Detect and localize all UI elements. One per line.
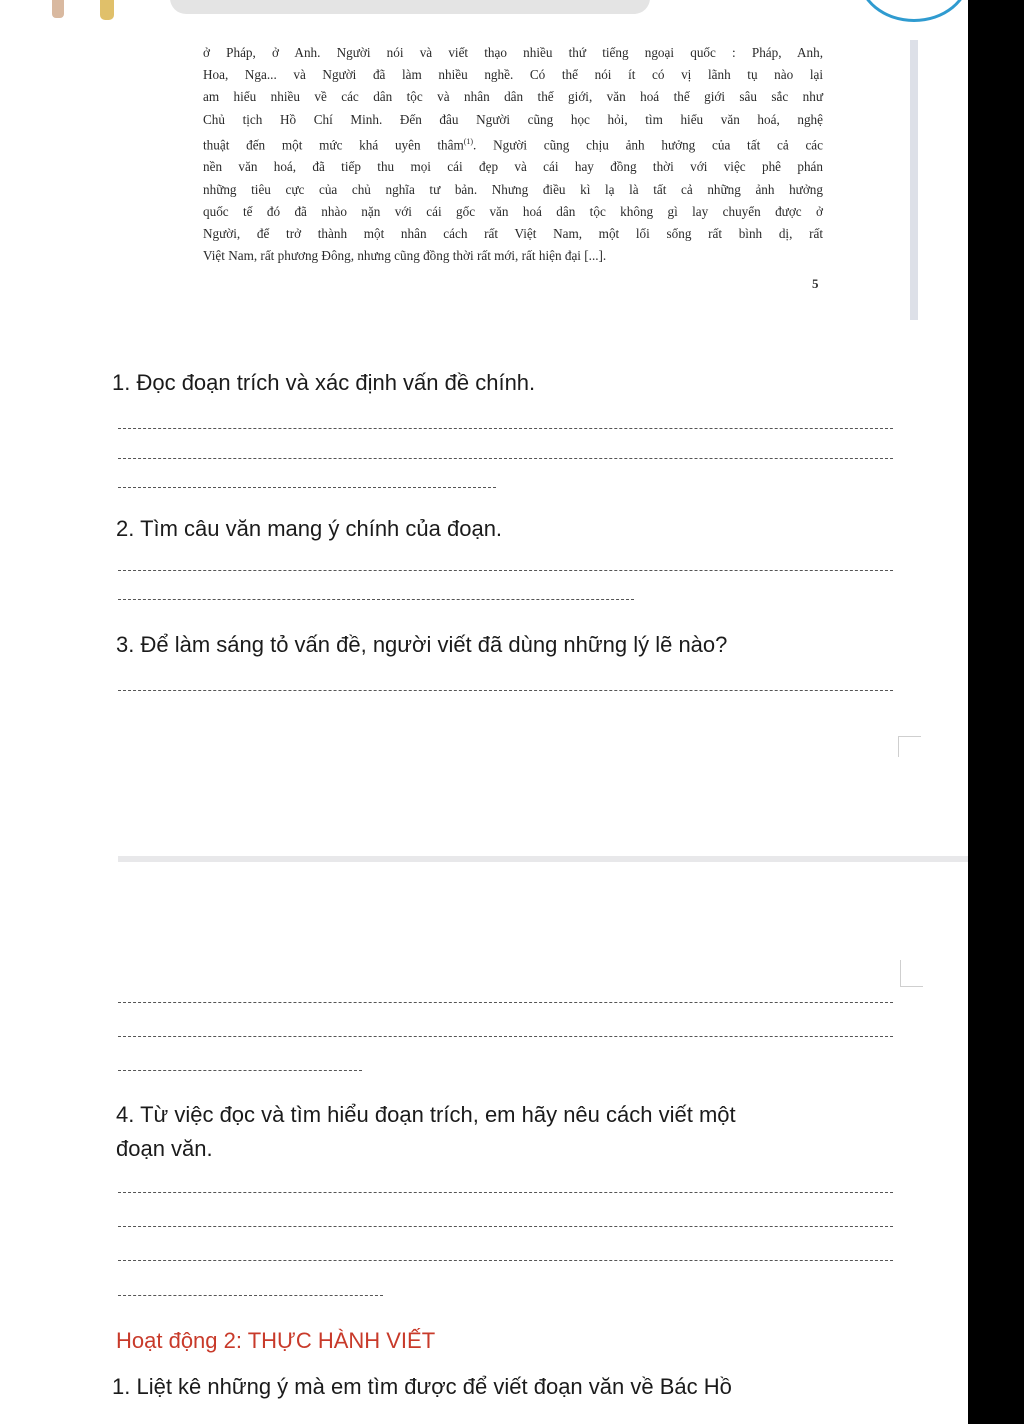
excerpt-line: Việt Nam, rất phương Đông, nhưng cũng đồng thời rất mới, rất hiện đại [...]. <box>203 248 607 264</box>
question-1: 1. Đọc đoạn trích và xác định vấn đề chính. <box>112 370 536 395</box>
excerpt-line: am hiểu nhiều về các dân tộc và nhân dân thế giới, văn hoá thế giới sâu sắc như <box>203 89 823 105</box>
excerpt-line: Hoa, Nga... và Người đã làm nhiều nghề. Có thể nói ít có vị lãnh tụ nào lại <box>203 67 823 83</box>
answer-line <box>118 570 893 571</box>
answer-line <box>118 1070 362 1071</box>
question-2: 2. Tìm câu văn mang ý chính của đoạn. <box>116 516 503 541</box>
question-4-line-2: đoạn văn. <box>116 1136 213 1161</box>
answer-line <box>118 458 893 459</box>
figure-left-icon <box>52 0 64 18</box>
page-number: 5 <box>812 276 819 291</box>
book-excerpt <box>203 42 823 267</box>
answer-line <box>118 1192 893 1193</box>
answer-line <box>118 428 893 429</box>
question-4-line-1: 4. Từ việc đọc và tìm hiểu đoạn trích, em hãy nêu cách viết một <box>116 1102 736 1127</box>
excerpt-line: Người, để trở thành một nhân cách rất Việt Nam, một lối sống rất bình dị, rất <box>203 226 823 242</box>
excerpt-line: những tiêu cực của chủ nghĩa tư bản. Nhưng điều kì lạ là tất cả những ảnh hưởng <box>203 181 823 197</box>
page-corner-mark <box>900 960 923 987</box>
document-page <box>0 40 968 1424</box>
excerpt-text: . Người cũng chịu ảnh hưởng của tất cả các <box>473 137 823 153</box>
page-corner-mark <box>898 736 921 757</box>
footnote-marker: (1) <box>463 136 474 146</box>
excerpt-line: nền văn hoá, đã tiếp thu mọi cái đẹp và cái hay đồng thời với việc phê phán <box>203 159 823 175</box>
activity-item-1: 1. Liệt kê những ý mà em tìm được để viết đoạn văn về Bác Hồ <box>112 1374 732 1399</box>
answer-line <box>118 690 893 691</box>
page-divider <box>118 856 968 862</box>
answer-line <box>118 1226 893 1227</box>
top-pill-bar <box>170 0 650 14</box>
activity-heading: Hoạt động 2: THỰC HÀNH VIẾT <box>116 1328 436 1353</box>
excerpt-line <box>203 131 823 157</box>
figure-right-icon <box>100 0 114 20</box>
book-page-edge <box>910 40 918 320</box>
excerpt-line: ở Pháp, ở Anh. Người nói và viết thạo nhiều thứ tiếng ngoại quốc : Pháp, Anh, <box>203 45 823 60</box>
excerpt-line: quốc tế đó đã nhào nặn với cái gốc văn hoá dân tộc không gì lay chuyển được ở <box>203 203 823 219</box>
answer-line <box>118 1036 893 1037</box>
excerpt-text: thuật đến một mức khá uyên thâm <box>203 137 464 153</box>
question-3: 3. Để làm sáng tỏ vấn đề, người viết đã dùng những lý lẽ nào? <box>116 632 728 657</box>
answer-line <box>118 487 496 488</box>
answer-line <box>118 1260 893 1261</box>
answer-line <box>118 599 634 600</box>
answer-line <box>118 1295 383 1296</box>
answer-line <box>118 1002 893 1003</box>
excerpt-line: Chủ tịch Hồ Chí Minh. Đến đâu Người cũng học hỏi, tìm hiểu văn hoá, nghệ <box>203 111 823 127</box>
